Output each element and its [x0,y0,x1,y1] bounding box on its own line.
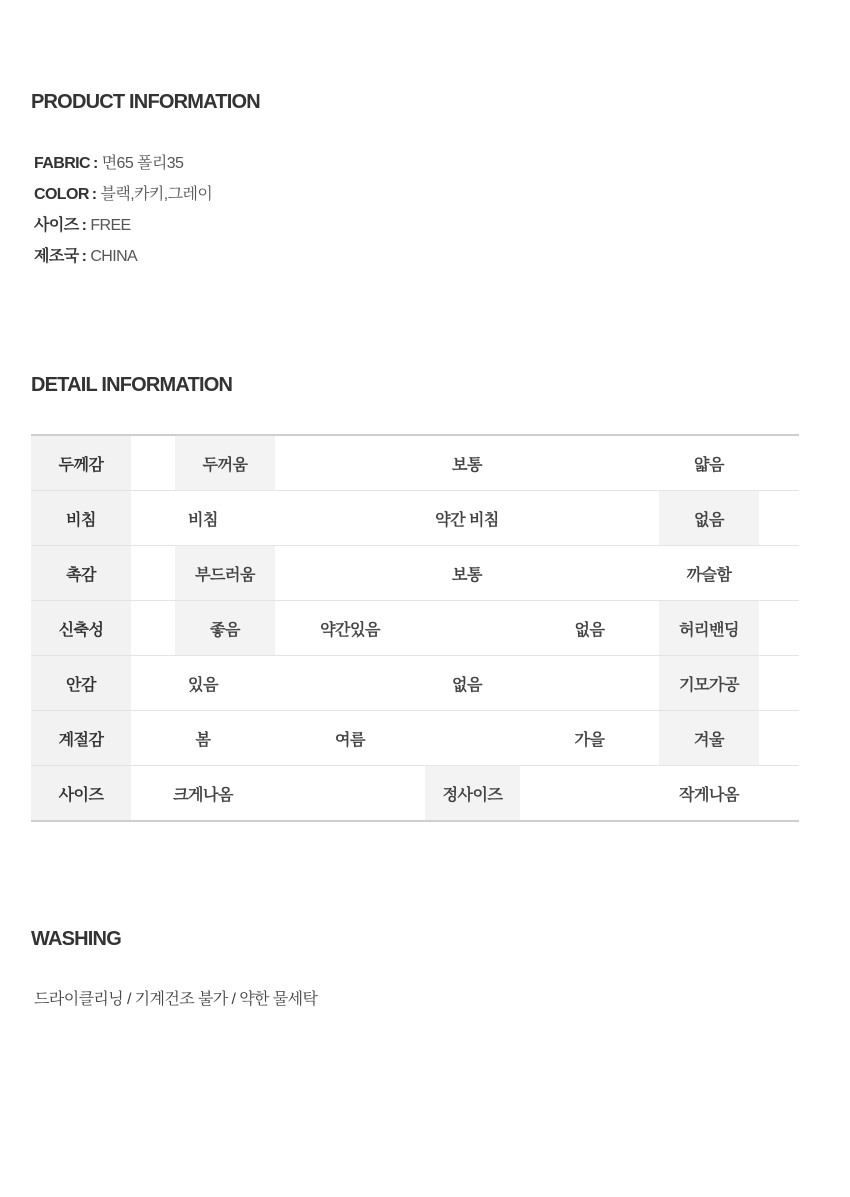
option-cell: 보통 [275,546,659,601]
fabric-value: 면65 폴리35 [101,155,184,172]
detail-information-title: DETAIL INFORMATION [31,374,233,396]
product-info-list [34,150,212,274]
origin-key: 제조국 [34,248,79,265]
option-cell: 약간있음 [275,601,425,656]
washing-instructions: 드라이클리닝 / 기계건조 불가 / 약한 물세탁 [34,991,318,1008]
option-cell: 얇음 [659,435,759,491]
color-row: COLOR : 블랙,카키,그레이 [34,186,213,203]
size-key: 사이즈 [34,217,79,234]
option-cell: 약간 비침 [275,491,659,546]
color-value: 블랙,카키,그레이 [100,186,213,203]
detail-row-season [31,711,799,766]
size-value: FREE [90,217,131,234]
row-label: 신축성 [31,601,131,656]
row-label: 안감 [31,656,131,711]
option-cell: 까슬함 [659,546,759,601]
detail-row-lining [31,656,799,711]
option-cell: 보통 [275,435,659,491]
detail-row-stretch [31,601,799,656]
option-cell: 허리밴딩 [659,601,759,656]
color-key: COLOR [34,186,89,203]
option-cell: 작게나옴 [679,786,739,804]
size-row: 사이즈 : FREE [34,217,131,234]
option-cell: 기모가공 [659,656,759,711]
option-cell: 겨울 [659,711,759,766]
option-cell: 좋음 [175,601,275,656]
option-cell: 정사이즈 [425,766,520,822]
row-label: 계절감 [31,711,131,766]
row-label: 두께감 [31,435,131,491]
option-cell: 두꺼움 [175,435,275,491]
option-cell: 없음 [659,491,759,546]
detail-row-see-through [31,491,799,546]
fabric-key: FABRIC [34,155,90,172]
row-label: 사이즈 [31,766,131,822]
detail-table [31,434,799,822]
fabric-row: FABRIC : 면65 폴리35 [34,155,184,172]
option-cell: 비침 [131,491,275,546]
option-cell: 가을 [520,711,659,766]
origin-row: 제조국 : CHINA [34,248,138,265]
row-label: 촉감 [31,546,131,601]
option-cell: 없음 [275,656,659,711]
option-cell: 봄 [131,711,275,766]
row-label: 비침 [31,491,131,546]
detail-row-texture [31,546,799,601]
option-cell: 부드러움 [175,546,275,601]
origin-value: CHINA [90,248,138,265]
washing-title: WASHING [31,928,121,950]
option-cell: 없음 [520,601,659,656]
detail-row-size [31,766,799,822]
detail-row-thickness [31,435,799,491]
product-information-title: PRODUCT INFORMATION [31,91,260,113]
option-cell: 여름 [275,711,425,766]
option-cell: 있음 [131,656,275,711]
option-cell: 크게나옴 [173,786,233,804]
